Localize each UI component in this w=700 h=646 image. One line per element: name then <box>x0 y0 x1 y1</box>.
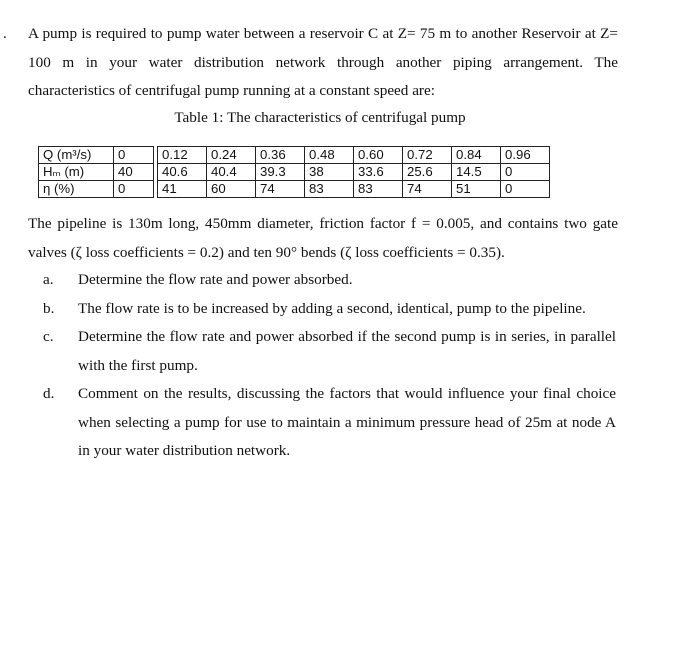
table-row <box>39 147 550 164</box>
table-cell: 39.3 <box>256 164 305 181</box>
table-caption: Table 1: The characteristics of centrifugal pump <box>174 109 466 126</box>
item-label: a. <box>43 271 54 288</box>
table-row <box>39 181 550 198</box>
table-cell: 38 <box>305 164 354 181</box>
list-item <box>0 266 640 295</box>
pipeline-paragraph: The pipeline is 130m long, 450mm diameter, friction factor f = 0.005, and contains two gate valves (ζ loss coefficients = 0.2) and ten 90° bends (ζ loss coefficients = 0.35). <box>28 215 618 261</box>
item-text: Comment on the results, discussing the factors that would influence your final choice when selecting a pump for use to maintain a minimum pressure head of 25m at node A in your water distribution network. <box>78 385 616 459</box>
table-cell: 0.72 <box>403 147 452 164</box>
table-cell: 60 <box>207 181 256 198</box>
table-cell: 40.4 <box>207 164 256 181</box>
table-cell: 33.6 <box>354 164 403 181</box>
item-text: The flow rate is to be increased by adding a second, identical, pump to the pipeline. <box>78 299 586 317</box>
table-cell: 83 <box>354 181 403 198</box>
table-cell: 0.36 <box>256 147 305 164</box>
table-cell: 0.12 <box>158 147 207 164</box>
list-bullet: . <box>3 26 7 42</box>
table-cell: 25.6 <box>403 164 452 181</box>
item-label: c. <box>43 328 54 345</box>
table-cell: 0 <box>114 147 154 164</box>
intro-paragraph: A pump is required to pump water between a reservoir C at Z= 75 m to another Reservoir at Z= 100 m in your water distribution network through another piping arrangement. The characteristics of centrifugal pump running at a constant speed are: <box>28 25 618 99</box>
list-item <box>0 323 640 380</box>
item-label: b. <box>43 299 55 317</box>
table-cell: 74 <box>256 181 305 198</box>
item-label: d. <box>43 385 55 402</box>
table-cell: 0.24 <box>207 147 256 164</box>
pump-characteristics-table <box>38 146 550 198</box>
table-row <box>39 164 550 181</box>
table-cell: 40.6 <box>158 164 207 181</box>
table-cell: 41 <box>158 181 207 198</box>
table-cell: 40 <box>114 164 154 181</box>
table-cell: 14.5 <box>452 164 501 181</box>
table-cell: 0.96 <box>501 147 550 164</box>
table-cell: 0 <box>501 164 550 181</box>
table-cell: 0 <box>501 181 550 198</box>
question-list <box>0 266 640 466</box>
table-cell: 0.48 <box>305 147 354 164</box>
table-cell: 0.84 <box>452 147 501 164</box>
table-cell: 51 <box>452 181 501 198</box>
list-item <box>0 295 640 324</box>
table-cell: 0.60 <box>354 147 403 164</box>
row-header-flow: Q (m³/s) <box>39 147 114 164</box>
list-item <box>0 380 640 466</box>
table-cell: 0 <box>114 181 154 198</box>
table-cell: 74 <box>403 181 452 198</box>
item-text: Determine the flow rate and power absorbed. <box>78 271 353 288</box>
item-text: Determine the flow rate and power absorbed if the second pump is in series, in parallel with the first pump. <box>78 328 616 374</box>
row-header-efficiency: η (%) <box>39 181 114 198</box>
table-cell: 83 <box>305 181 354 198</box>
row-header-head: Hₘ (m) <box>39 164 114 181</box>
